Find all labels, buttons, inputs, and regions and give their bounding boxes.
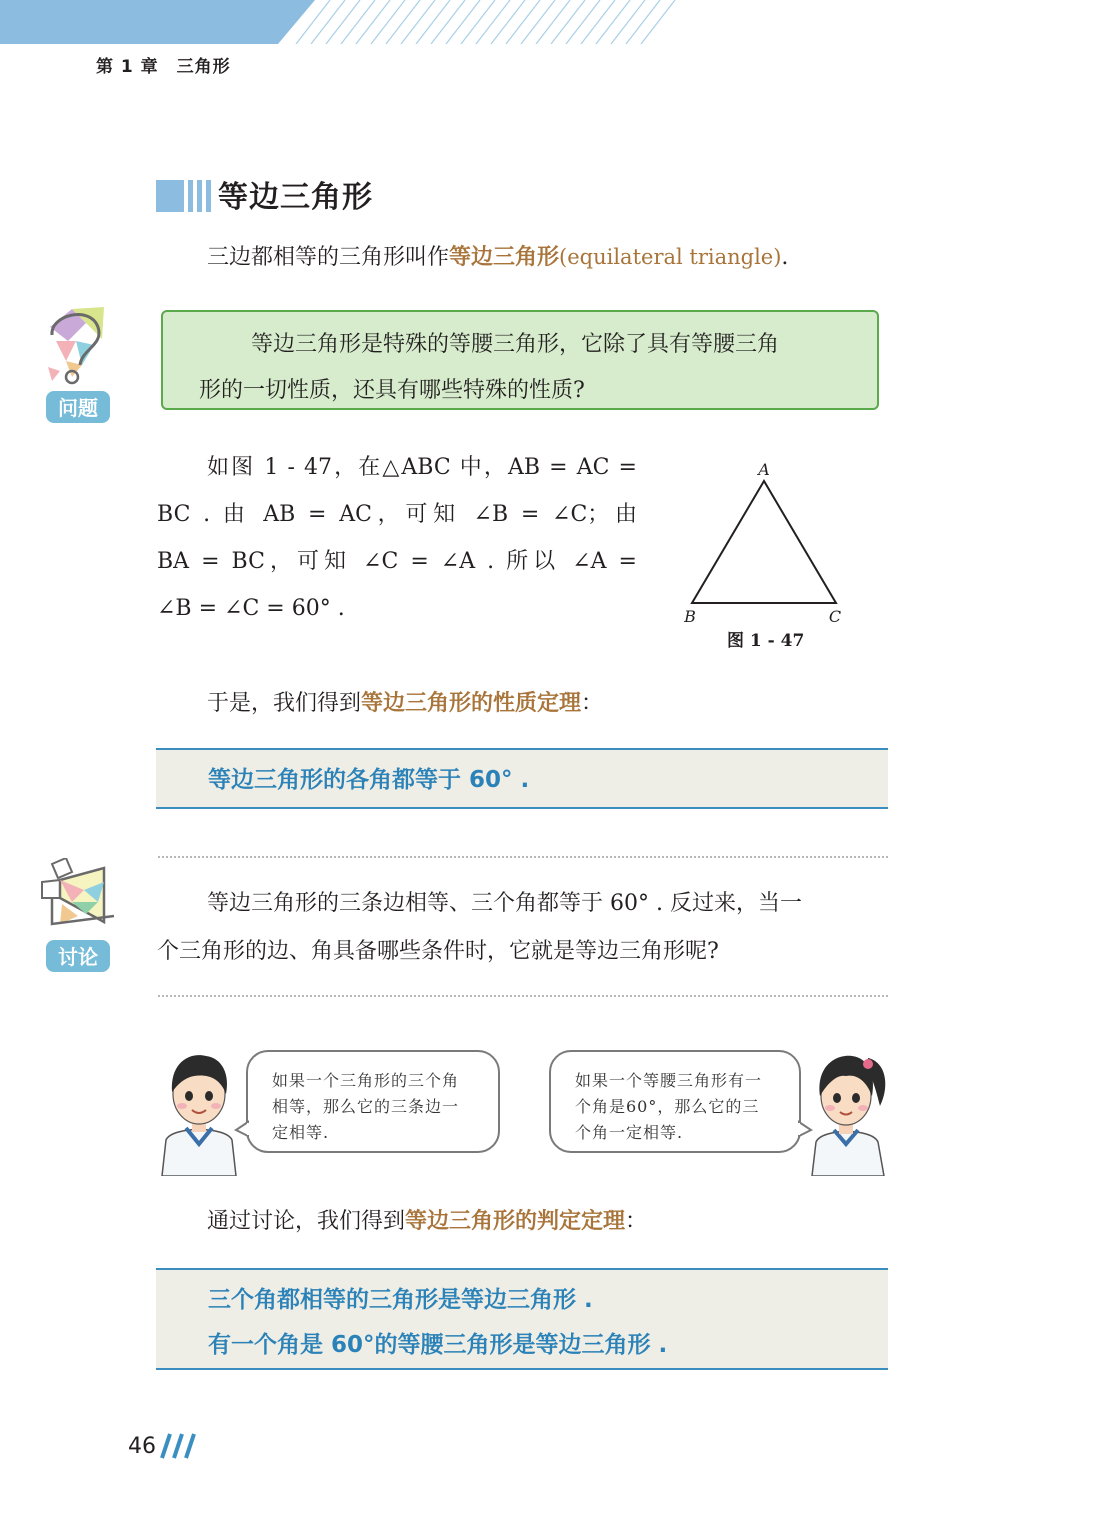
property-theorem: 等边三角形的各角都等于 60° . xyxy=(208,767,530,793)
discussion-badge: 讨论 xyxy=(58,945,98,969)
bubble-left-line-1: 如果一个三角形的三个角 xyxy=(272,1071,460,1090)
question-badge: 问题 xyxy=(58,396,98,420)
judgement-intro-term: 等边三角形的判定定理 xyxy=(405,1209,626,1234)
judgement-intro xyxy=(207,1198,647,1246)
figure-caption: 图 1 - 47 xyxy=(727,631,805,651)
section-title: 等边三角形 xyxy=(218,180,373,215)
page-number: 46 xyxy=(128,1434,156,1459)
speech-bubble-left xyxy=(246,1050,500,1153)
vertex-b-label: B xyxy=(684,607,696,626)
definition-prefix: 三边都相等的三角形叫作 xyxy=(207,245,450,270)
question-line-1: 等边三角形是特殊的等腰三角形，它除了具有等腰三角 xyxy=(251,332,780,357)
discussion-line-2: 个三角形的边、角具备哪些条件时，它就是等边三角形呢? xyxy=(157,939,719,964)
bubble-left-tail-icon xyxy=(234,1120,250,1138)
judgement-theorem-2: 有一个角是 60°的等腰三角形是等边三角形 . xyxy=(208,1332,668,1358)
judgement-theorem-box xyxy=(156,1268,888,1370)
property-theorem-box xyxy=(156,748,888,809)
question-box xyxy=(161,310,879,410)
speech-bubble-right xyxy=(549,1050,801,1153)
proof-paragraph xyxy=(157,444,637,632)
definition-term: 等边三角形 xyxy=(449,245,560,270)
header-band xyxy=(0,0,1093,44)
bubble-left-line-2: 相等，那么它的三条边一 xyxy=(272,1097,460,1116)
judgement-intro-prefix: 通过讨论，我们得到 xyxy=(207,1209,406,1234)
discussion-icon xyxy=(38,858,118,976)
property-intro-suffix: ： xyxy=(581,691,604,716)
question-icon xyxy=(42,305,114,425)
proof-line-1: 如图 1 - 47，在△ABC 中，AB = AC = xyxy=(207,455,637,480)
bubble-right-tail-icon xyxy=(797,1120,813,1138)
triangle-figure xyxy=(680,444,850,654)
definition-text xyxy=(207,233,788,282)
divider-top xyxy=(158,856,888,858)
heading-bars-icon xyxy=(156,180,212,212)
question-line-2: 形的一切性质，还具有哪些特殊的性质? xyxy=(199,378,585,403)
proof-line-4: ∠B = ∠C = 60° . xyxy=(157,596,345,621)
judgement-theorem-1: 三个角都相等的三角形是等边三角形 . xyxy=(208,1287,593,1313)
judgement-intro-suffix: ： xyxy=(625,1209,648,1234)
property-intro-term: 等边三角形的性质定理 xyxy=(361,691,582,716)
definition-english: (equilateral triangle) xyxy=(559,245,782,269)
divider-bottom xyxy=(158,995,888,997)
proof-line-3: BA = BC，可知 ∠C = ∠A . 所以 ∠A = xyxy=(157,549,637,574)
definition-suffix: . xyxy=(781,245,789,270)
boy-character xyxy=(156,1048,242,1176)
bubble-right-line-1: 如果一个等腰三角形有一 xyxy=(575,1071,763,1090)
vertex-a-label: A xyxy=(758,460,770,479)
girl-character xyxy=(806,1046,890,1176)
proof-line-2: BC . 由 AB = AC，可知 ∠B = ∠C；由 xyxy=(157,502,637,527)
vertex-c-label: C xyxy=(828,607,842,626)
chapter-title: 第 1 章 三角形 xyxy=(96,57,231,77)
bubble-right-line-3: 个角一定相等. xyxy=(575,1123,684,1142)
bubble-right-line-2: 个角是60°，那么它的三 xyxy=(575,1097,760,1116)
property-intro-prefix: 于是，我们得到 xyxy=(207,691,362,716)
discussion-text xyxy=(157,880,889,976)
page-slashes-icon xyxy=(158,1432,200,1460)
discussion-line-1: 等边三角形的三条边相等、三个角都等于 60° . 反过来，当一 xyxy=(207,891,802,916)
property-intro xyxy=(207,680,603,728)
bubble-left-line-3: 定相等. xyxy=(272,1123,330,1142)
